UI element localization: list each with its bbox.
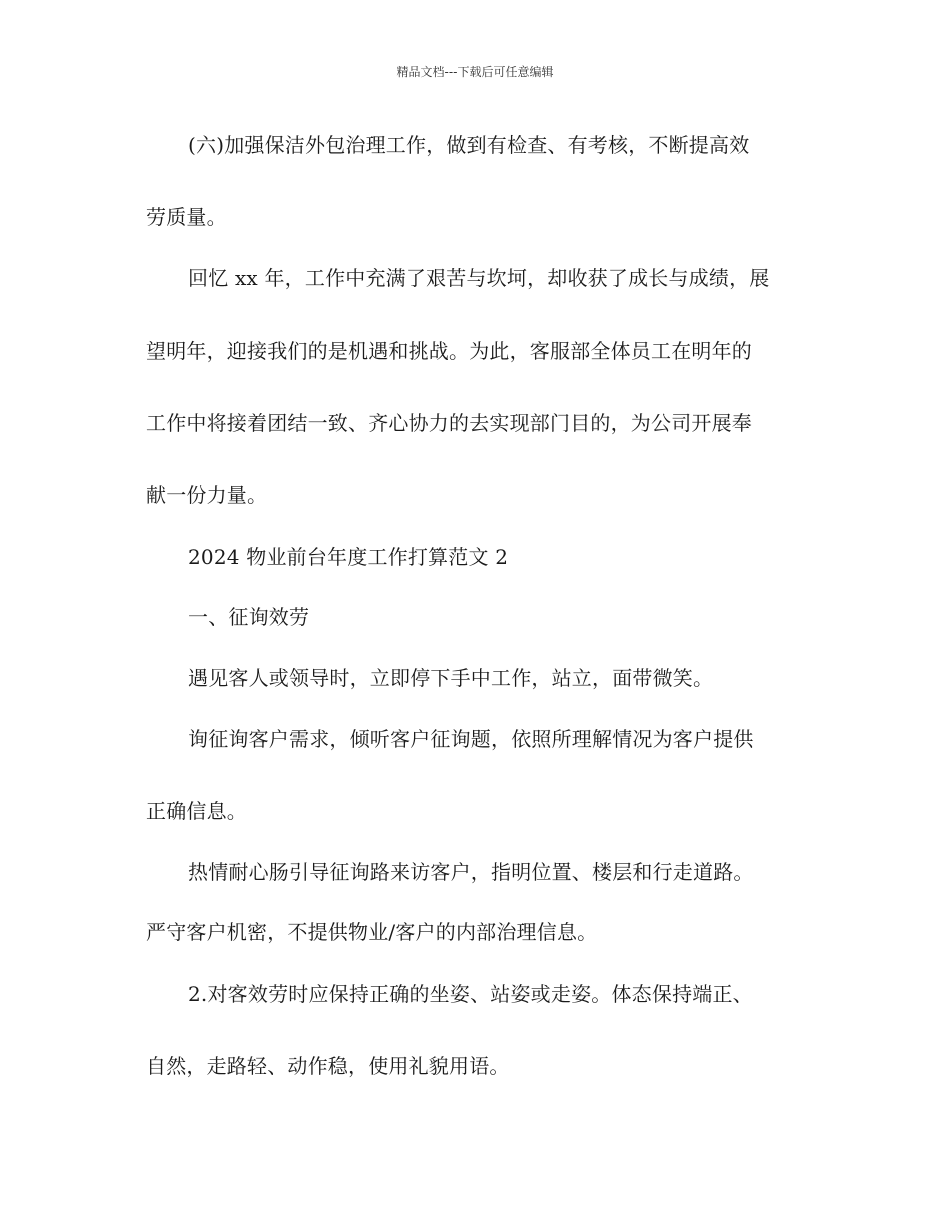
paragraph-line: 严守客户机密，不提供物业/客户的内部治理信息。 bbox=[146, 920, 598, 944]
section-heading: 一、征询效劳 bbox=[188, 605, 310, 629]
paragraph-line: 工作中将接着团结一致、齐心协力的去实现部门目的，为公司开展奉 bbox=[146, 411, 752, 435]
paragraph-line: (六)加强保洁外包治理工作，做到有检查、有考核，不断提高效 bbox=[188, 133, 750, 157]
paragraph-line: 询征询客户需求，倾听客户征询题，依照所理解情况为客户提供 bbox=[188, 727, 754, 751]
paragraph-line: 回忆 xx 年，工作中充满了艰苦与坎坷，却收获了成长与成绩，展 bbox=[188, 266, 770, 290]
paragraph-line: 2.对客效劳时应保持正确的坐姿、站姿或走姿。体态保持端正、 bbox=[188, 982, 753, 1006]
section-title: 2024 物业前台年度工作打算范文 2 bbox=[188, 545, 509, 569]
paragraph-line: 热情耐心肠引导征询路来访客户，指明位置、楼层和行走道路。 bbox=[188, 860, 754, 884]
paragraph-line: 劳质量。 bbox=[146, 205, 227, 229]
paragraph-line: 献一份力量。 bbox=[146, 483, 268, 507]
page-header: 精品文档---下载后可任意编辑 bbox=[396, 65, 554, 79]
paragraph-line: 自然，走路轻、动作稳，使用礼貌用语。 bbox=[146, 1054, 510, 1078]
paragraph-line: 遇见客人或领导时，立即停下手中工作，站立，面带微笑。 bbox=[188, 666, 714, 690]
paragraph-line: 望明年，迎接我们的是机遇和挑战。为此，客服部全体员工在明年的 bbox=[146, 339, 752, 363]
paragraph-line: 正确信息。 bbox=[146, 799, 247, 823]
